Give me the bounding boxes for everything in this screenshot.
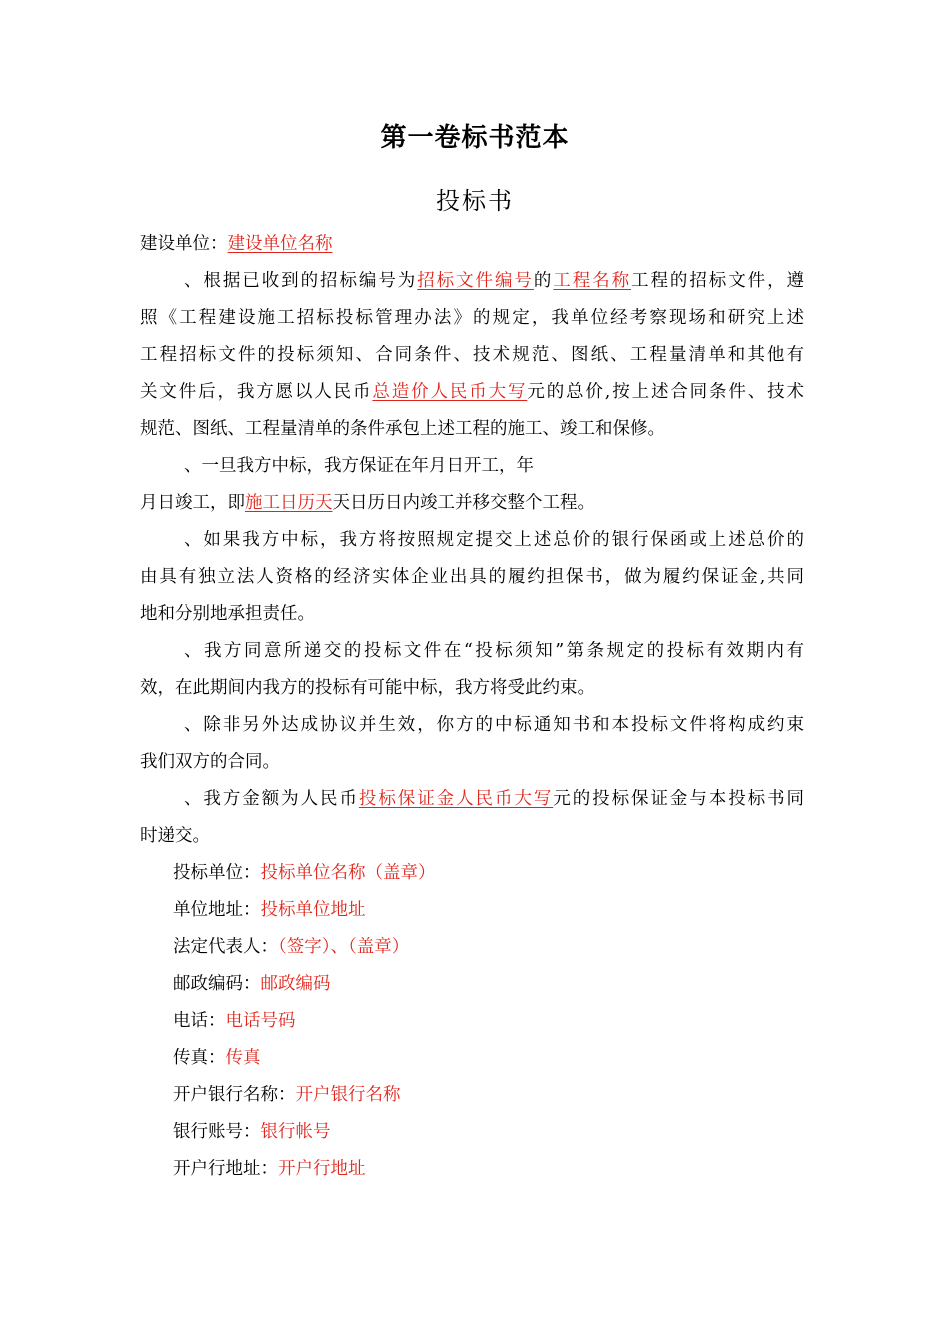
field-bank-address — [140, 1151, 804, 1188]
field-label: 邮政编码： — [173, 974, 261, 994]
field-value: （签字）、（盖章） — [278, 937, 410, 957]
field-value: 投标单位名称（盖章） — [260, 863, 436, 883]
owner-value: 建设单位名称 — [227, 234, 333, 254]
field-fax — [140, 1040, 804, 1077]
field-value: 开户行地址 — [278, 1159, 366, 1179]
field-address — [140, 892, 804, 929]
field-label: 单位地址： — [173, 900, 261, 920]
paragraph-5-line-1: 、除非另外达成协议并生效，你方的中标通知书和本投标文件将构成约束 — [184, 715, 804, 735]
document-title: 第一卷标书范本 — [380, 123, 570, 153]
paragraph-5-line-2: 我们双方的合同。 — [140, 752, 280, 772]
owner-line — [140, 226, 804, 263]
paragraph-4-line-2: 效，在此期间内我方的投标有可能中标，我方将受此约束。 — [140, 678, 595, 698]
field-label: 开户行地址： — [173, 1159, 278, 1179]
text-run: 月日竣工，即 — [140, 493, 245, 513]
field-bank-name — [140, 1077, 804, 1114]
paragraph-1-line-3: 工程招标文件的投标须知、合同条件、技术规范、图纸、工程量清单和其他有 — [140, 345, 804, 365]
field-postcode — [140, 966, 804, 1003]
field-value: 传真 — [225, 1048, 261, 1068]
owner-label: 建设单位： — [140, 234, 228, 254]
document-subtitle: 投标书 — [436, 187, 514, 215]
field-label: 传真： — [173, 1048, 226, 1068]
paragraph-6-line-1 — [140, 781, 804, 818]
field-value: 邮政编码 — [260, 974, 331, 994]
paragraph-1-line-5: 规范、图纸、工程量清单的条件承包上述工程的施工、竣工和保修。 — [140, 419, 665, 439]
field-value: 投标单位地址 — [260, 900, 366, 920]
text-run: 关文件后，我方愿以人民币 — [140, 382, 373, 402]
project-name: 工程名称 — [553, 271, 632, 291]
field-label: 银行账号： — [173, 1122, 261, 1142]
text-run: 的 — [533, 271, 554, 291]
text-run: 天日历日内竣工并移交整个工程。 — [332, 493, 595, 513]
paragraph-3-line-3: 地和分别地承担责任。 — [140, 604, 315, 624]
field-bidder — [140, 855, 804, 892]
paragraph-1-line-1 — [140, 263, 804, 300]
field-label: 开户银行名称： — [173, 1085, 296, 1105]
paragraph-6-line-2: 时递交。 — [140, 826, 210, 846]
field-value: 银行帐号 — [260, 1122, 331, 1142]
tender-number: 招标文件编号 — [417, 271, 534, 291]
field-label: 电话： — [173, 1011, 226, 1031]
paragraph-3-line-1: 、如果我方中标，我方将按照规定提交上述总价的银行保函或上述总价的 — [184, 530, 804, 550]
text-run: 元的投标保证金与本投标书同 — [553, 789, 804, 809]
paragraph-2-line-1: 、一旦我方中标，我方保证在年月日开工，年 — [184, 456, 534, 476]
bid-deposit: 投标保证金人民币大写 — [358, 789, 554, 809]
field-legal-rep — [140, 929, 804, 966]
paragraph-2-line-2 — [140, 485, 804, 522]
text-run: 工程的招标文件，遵 — [631, 271, 804, 291]
paragraph-3-line-2: 由具有独立法人资格的经济实体企业出具的履约担保书，做为履约保证金,共同 — [140, 567, 804, 587]
field-value: 开户银行名称 — [295, 1085, 401, 1105]
paragraph-4-line-1: 、我方同意所递交的投标文件在“投标须知”第条规定的投标有效期内有 — [184, 641, 804, 661]
text-run: 、根据已收到的招标编号为 — [184, 271, 418, 291]
construction-duration: 施工日历天 — [245, 493, 333, 513]
field-phone — [140, 1003, 804, 1040]
text-run: 元的总价,按上述合同条件、技术 — [527, 382, 804, 402]
field-bank-account — [140, 1114, 804, 1151]
field-label: 法定代表人： — [173, 937, 278, 957]
paragraph-1-line-2: 照《工程建设施工招标投标管理办法》的规定，我单位经考察现场和研究上述 — [140, 308, 804, 328]
field-label: 投标单位： — [173, 863, 261, 883]
field-value: 电话号码 — [225, 1011, 296, 1031]
total-price: 总造价人民币大写 — [372, 382, 528, 402]
document-body — [140, 226, 804, 1188]
paragraph-1-line-4 — [140, 374, 804, 411]
text-run: 、我方金额为人民币 — [184, 789, 359, 809]
